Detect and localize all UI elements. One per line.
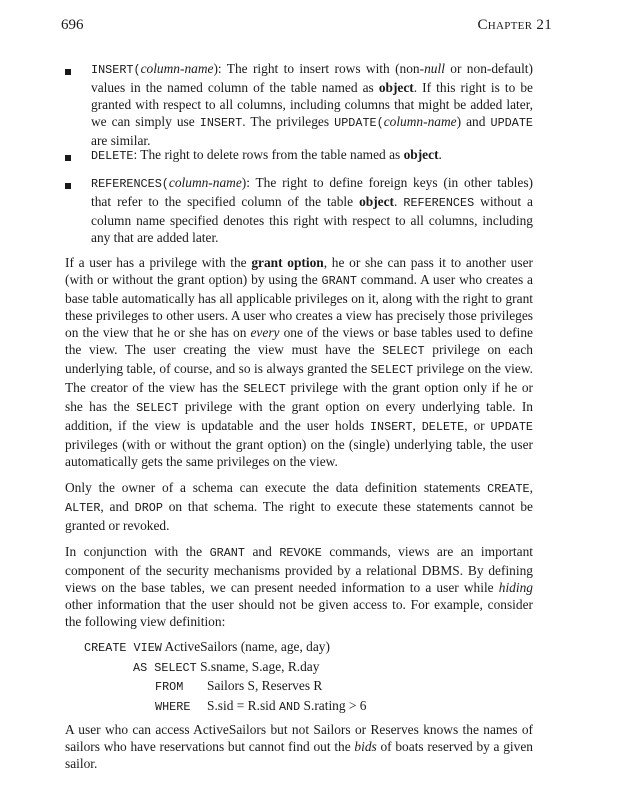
bullet-marker <box>65 69 71 75</box>
code-line: CREATE VIEW ActiveSailors (name, age, day) <box>84 639 330 655</box>
paragraph-views-security: In conjunction with the GRANT and REVOKE commands, views are an important component of the security mechanisms provided by a relational DBMS. By defining views on the base tables, we can present needed information to a user while hiding other information that the user should not be given access to. For example, consider the following view definition: <box>65 544 533 629</box>
bullet-insert: INSERT(column-name): The right to insert rows with (non-null or non-default) values in the named column of the table named as object. If this right is to be granted with respect to all columns, including columns that might be added later, we can simply use INSERT. The privileges UPDATE(column-name) and UPDATE are similar. <box>91 61 534 148</box>
code-line: WHERE S.sid = R.sid AND S.rating > 6 <box>155 697 367 714</box>
chapter-heading: Chapter 21 <box>477 17 552 33</box>
bullet-delete: DELETE: The right to delete rows from the table named as object. <box>91 147 442 163</box>
code-line: FROM Sailors S, Reserves R <box>155 678 323 694</box>
bullet-marker <box>65 183 71 189</box>
view-definition-code <box>84 638 367 716</box>
bullet-marker <box>65 155 71 161</box>
code-line: AS SELECT S.sname, S.age, R.day <box>133 658 320 675</box>
page-number: 696 <box>61 17 84 33</box>
bullet-references: REFERENCES(column-name): The right to define foreign keys (in other tables) that refer to the specified column of the table object. REFERENCES without a column name specified denotes this right with respect to all columns, including any that are added later. <box>91 175 533 245</box>
paragraph-privileges: If a user has a privilege with the grant option, he or she can pass it to another user (with or without the grant option) by using the GRANT command. A user who creates a base table automatically has all applicable privileges on it, along with the right to grant these privileges to other users. A user who creates a view has precisely those privileges on the view that he or she has on every one of the views or base tables used to define the view. The user creating the view must have the SELECT privilege on each underlying table, of course, and so is always granted the SELECT privilege on the view. The creator of the view has the SELECT privilege with the grant option only if he or she has the SELECT privilege with the grant option on every underlying table. In addition, if the view is updatable and the user holds INSERT, DELETE, or UPDATE privileges (with or without the grant option) on the (single) underlying table, the user automatically gets the same privileges on the view. <box>65 255 534 469</box>
paragraph-schema-owner: Only the owner of a schema can execute the data definition statements CREATE, ALTER, and DROP on that schema. The right to execute these statements cannot be granted or revoked. <box>65 480 533 533</box>
paragraph-active-sailors: A user who can access ActiveSailors but not Sailors or Reserves knows the names of sailors who have reservations but cannot find out the bids of boats reserved by a given sailor. <box>65 722 533 771</box>
